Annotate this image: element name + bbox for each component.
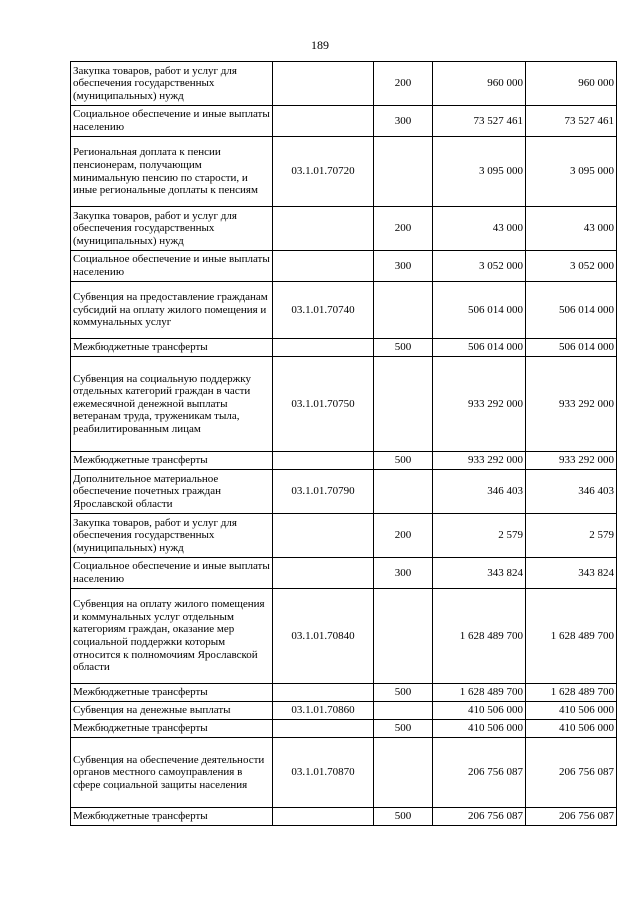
table-row bbox=[71, 558, 617, 589]
row-name: Межбюджетные трансферты bbox=[71, 808, 273, 826]
row-name: Закупка товаров, работ и услуг для обеспечения государственных (муниципальных) нужд bbox=[71, 207, 273, 251]
row-expense-type: 300 bbox=[374, 558, 433, 589]
row-target-code: 03.1.01.70860 bbox=[273, 702, 374, 720]
row-name: Субвенция на социальную поддержку отдельных категорий граждан в части ежемесячной денежной выплаты ветеранам труда, труженикам тыла, реабилитированным лицам bbox=[71, 357, 273, 452]
row-amount-2: 2 579 bbox=[526, 514, 617, 558]
table-row bbox=[71, 589, 617, 684]
row-name: Закупка товаров, работ и услуг для обеспечения государственных (муниципальных) нужд bbox=[71, 62, 273, 106]
table-row bbox=[71, 720, 617, 738]
table-row bbox=[71, 514, 617, 558]
row-amount-2: 1 628 489 700 bbox=[526, 684, 617, 702]
table-row bbox=[71, 357, 617, 452]
row-amount-1: 410 506 000 bbox=[433, 702, 526, 720]
budget-table bbox=[70, 61, 617, 826]
row-expense-type: 200 bbox=[374, 207, 433, 251]
table-row bbox=[71, 207, 617, 251]
row-amount-2: 343 824 bbox=[526, 558, 617, 589]
row-amount-2: 3 052 000 bbox=[526, 251, 617, 282]
row-expense-type bbox=[374, 702, 433, 720]
row-expense-type: 500 bbox=[374, 808, 433, 826]
table-row bbox=[71, 339, 617, 357]
row-target-code: 03.1.01.70750 bbox=[273, 357, 374, 452]
row-target-code bbox=[273, 62, 374, 106]
row-expense-type: 200 bbox=[374, 514, 433, 558]
row-amount-1: 506 014 000 bbox=[433, 339, 526, 357]
row-expense-type bbox=[374, 589, 433, 684]
row-amount-2: 410 506 000 bbox=[526, 702, 617, 720]
row-amount-2: 933 292 000 bbox=[526, 452, 617, 470]
row-amount-2: 3 095 000 bbox=[526, 137, 617, 207]
row-name: Субвенция на предоставление гражданам субсидий на оплату жилого помещения и коммунальных услуг bbox=[71, 282, 273, 339]
row-amount-1: 73 527 461 bbox=[433, 106, 526, 137]
row-target-code: 03.1.01.70790 bbox=[273, 470, 374, 514]
row-target-code bbox=[273, 514, 374, 558]
row-amount-1: 206 756 087 bbox=[433, 738, 526, 808]
row-amount-1: 506 014 000 bbox=[433, 282, 526, 339]
row-amount-2: 960 000 bbox=[526, 62, 617, 106]
row-target-code: 03.1.01.70870 bbox=[273, 738, 374, 808]
table-row bbox=[71, 808, 617, 826]
row-name: Дополнительное материальное обеспечение почетных граждан Ярославской области bbox=[71, 470, 273, 514]
row-expense-type: 500 bbox=[374, 684, 433, 702]
row-expense-type bbox=[374, 137, 433, 207]
row-name: Социальное обеспечение и иные выплаты населению bbox=[71, 558, 273, 589]
table-row bbox=[71, 106, 617, 137]
row-target-code bbox=[273, 251, 374, 282]
row-target-code bbox=[273, 207, 374, 251]
row-target-code: 03.1.01.70840 bbox=[273, 589, 374, 684]
row-expense-type bbox=[374, 738, 433, 808]
table-row bbox=[71, 470, 617, 514]
row-name: Межбюджетные трансферты bbox=[71, 720, 273, 738]
row-expense-type: 500 bbox=[374, 452, 433, 470]
row-name: Региональная доплата к пенсии пенсионерам, получающим минимальную пенсию по старости, и иные региональные доплаты к пенсиям bbox=[71, 137, 273, 207]
row-amount-2: 506 014 000 bbox=[526, 339, 617, 357]
table-row bbox=[71, 702, 617, 720]
row-expense-type: 500 bbox=[374, 339, 433, 357]
row-amount-1: 3 095 000 bbox=[433, 137, 526, 207]
row-target-code bbox=[273, 452, 374, 470]
row-amount-1: 410 506 000 bbox=[433, 720, 526, 738]
table-row bbox=[71, 62, 617, 106]
row-target-code bbox=[273, 339, 374, 357]
row-name: Межбюджетные трансферты bbox=[71, 452, 273, 470]
row-name: Субвенция на денежные выплаты bbox=[71, 702, 273, 720]
row-target-code bbox=[273, 808, 374, 826]
row-target-code bbox=[273, 720, 374, 738]
row-amount-1: 3 052 000 bbox=[433, 251, 526, 282]
row-target-code: 03.1.01.70720 bbox=[273, 137, 374, 207]
row-name: Субвенция на оплату жилого помещения и коммунальных услуг отдельным категориям граждан, оказание мер социальной поддержки которым относится к полномочиям Ярославской области bbox=[71, 589, 273, 684]
row-expense-type: 300 bbox=[374, 106, 433, 137]
row-target-code bbox=[273, 106, 374, 137]
table-row bbox=[71, 684, 617, 702]
table-row bbox=[71, 452, 617, 470]
row-expense-type bbox=[374, 282, 433, 339]
row-amount-2: 206 756 087 bbox=[526, 808, 617, 826]
row-name: Межбюджетные трансферты bbox=[71, 684, 273, 702]
row-amount-2: 1 628 489 700 bbox=[526, 589, 617, 684]
row-amount-1: 933 292 000 bbox=[433, 452, 526, 470]
row-name: Закупка товаров, работ и услуг для обеспечения государственных (муниципальных) нужд bbox=[71, 514, 273, 558]
row-expense-type: 200 bbox=[374, 62, 433, 106]
row-amount-1: 1 628 489 700 bbox=[433, 589, 526, 684]
row-expense-type: 500 bbox=[374, 720, 433, 738]
row-amount-1: 206 756 087 bbox=[433, 808, 526, 826]
row-name: Социальное обеспечение и иные выплаты населению bbox=[71, 106, 273, 137]
row-amount-1: 1 628 489 700 bbox=[433, 684, 526, 702]
row-amount-1: 43 000 bbox=[433, 207, 526, 251]
table-row bbox=[71, 251, 617, 282]
row-target-code bbox=[273, 684, 374, 702]
row-amount-1: 2 579 bbox=[433, 514, 526, 558]
row-amount-2: 410 506 000 bbox=[526, 720, 617, 738]
row-name: Социальное обеспечение и иные выплаты населению bbox=[71, 251, 273, 282]
row-amount-2: 43 000 bbox=[526, 207, 617, 251]
row-target-code: 03.1.01.70740 bbox=[273, 282, 374, 339]
row-amount-2: 506 014 000 bbox=[526, 282, 617, 339]
row-amount-1: 933 292 000 bbox=[433, 357, 526, 452]
page-number: 189 bbox=[311, 38, 329, 52]
row-amount-1: 960 000 bbox=[433, 62, 526, 106]
table-row bbox=[71, 738, 617, 808]
row-amount-1: 343 824 bbox=[433, 558, 526, 589]
table-body bbox=[71, 62, 617, 826]
row-amount-2: 933 292 000 bbox=[526, 357, 617, 452]
row-amount-2: 206 756 087 bbox=[526, 738, 617, 808]
row-amount-1: 346 403 bbox=[433, 470, 526, 514]
row-amount-2: 73 527 461 bbox=[526, 106, 617, 137]
row-name: Субвенция на обеспечение деятельности органов местного самоуправления в сфере социальной защиты населения bbox=[71, 738, 273, 808]
table-row bbox=[71, 282, 617, 339]
row-expense-type: 300 bbox=[374, 251, 433, 282]
table-row bbox=[71, 137, 617, 207]
row-amount-2: 346 403 bbox=[526, 470, 617, 514]
row-expense-type bbox=[374, 357, 433, 452]
row-expense-type bbox=[374, 470, 433, 514]
row-name: Межбюджетные трансферты bbox=[71, 339, 273, 357]
row-target-code bbox=[273, 558, 374, 589]
